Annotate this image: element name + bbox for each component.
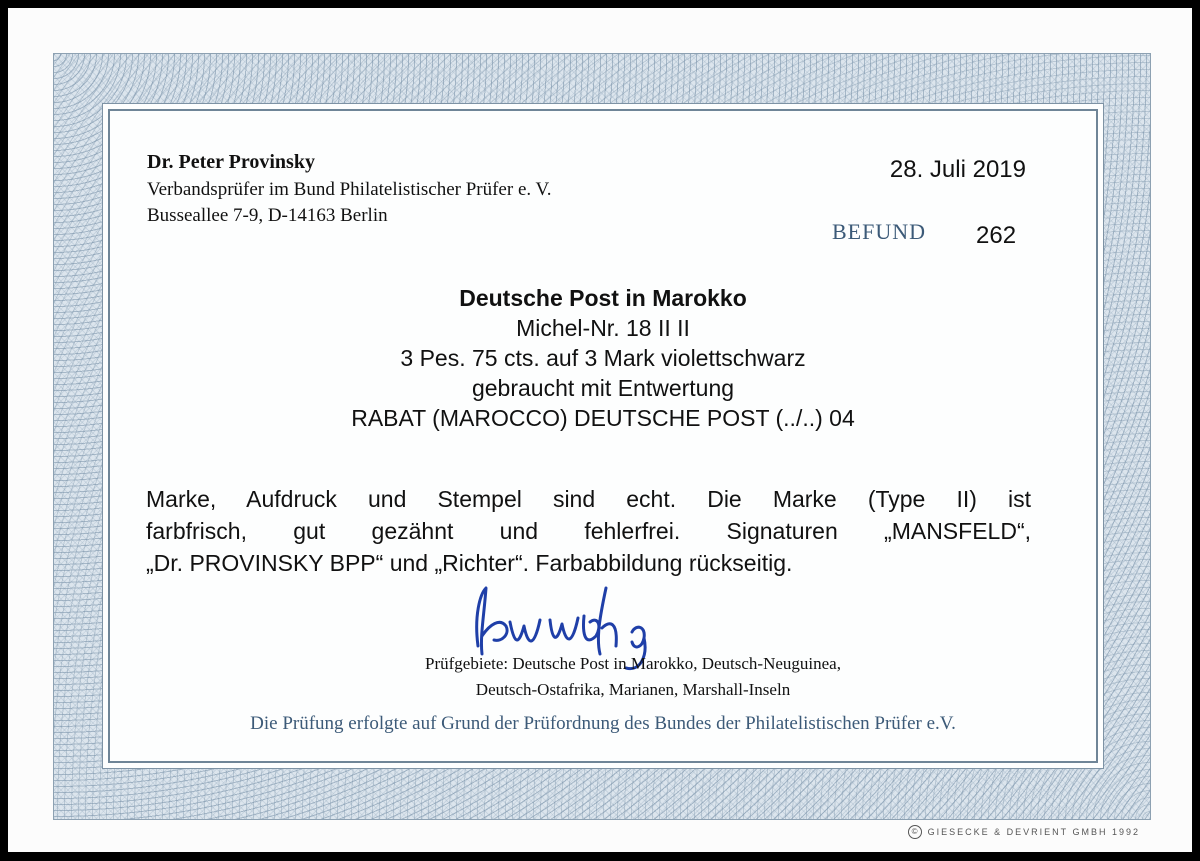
examination-areas	[110, 651, 1096, 703]
imprint-text: GIESECKE & DEVRIENT GMBH 1992	[927, 827, 1140, 837]
item-michel: Michel-Nr. 18 II II	[516, 315, 690, 341]
befund-number: 262	[976, 222, 1017, 249]
copyright-icon: ©	[908, 825, 922, 839]
areas-line: Deutsch-Ostafrika, Marianen, Marshall-Inseln	[475, 680, 791, 699]
certificate-page	[8, 8, 1192, 852]
examiner-name: Dr. Peter Provinsky	[147, 151, 315, 173]
assessment-line: „Dr. PROVINSKY BPP“ und „Richter“. Farbabbildung rückseitig.	[146, 550, 793, 576]
printer-imprint	[908, 825, 1140, 839]
examiner-role: Verbandsprüfer im Bund Philatelistischer Prüfer e. V.	[147, 179, 552, 200]
item-usage: gebraucht mit Entwertung	[471, 375, 735, 401]
areas-line: Prüfgebiete: Deutsche Post in Marokko, Deutsch-Neuguinea,	[425, 654, 841, 673]
examiner-address: Busseallee 7-9, D-14163 Berlin	[147, 205, 388, 226]
assessment-line: farbfrisch, gut gezähnt und fehlerfrei. Signaturen „MANSFELD“,	[146, 518, 1031, 544]
befund-label: BEFUND	[832, 219, 927, 244]
assessment-text	[146, 483, 1031, 579]
item-block	[110, 283, 1096, 433]
certificate-date: 28. Juli 2019	[889, 156, 1026, 183]
footer-note: Die Prüfung erfolgte auf Grund der Prüfordnung des Bundes der Philatelistischen Prüfer e.V.	[250, 713, 956, 734]
item-cancel: RABAT (MAROCCO) DEUTSCHE POST (../..) 04	[351, 405, 855, 431]
certificate-panel	[108, 109, 1098, 763]
item-description: 3 Pes. 75 cts. auf 3 Mark violettschwarz	[400, 345, 806, 371]
item-heading: Deutsche Post in Marokko	[459, 285, 747, 311]
assessment-line: Marke, Aufdruck und Stempel sind echt. Die Marke (Type II) ist	[146, 486, 1031, 512]
